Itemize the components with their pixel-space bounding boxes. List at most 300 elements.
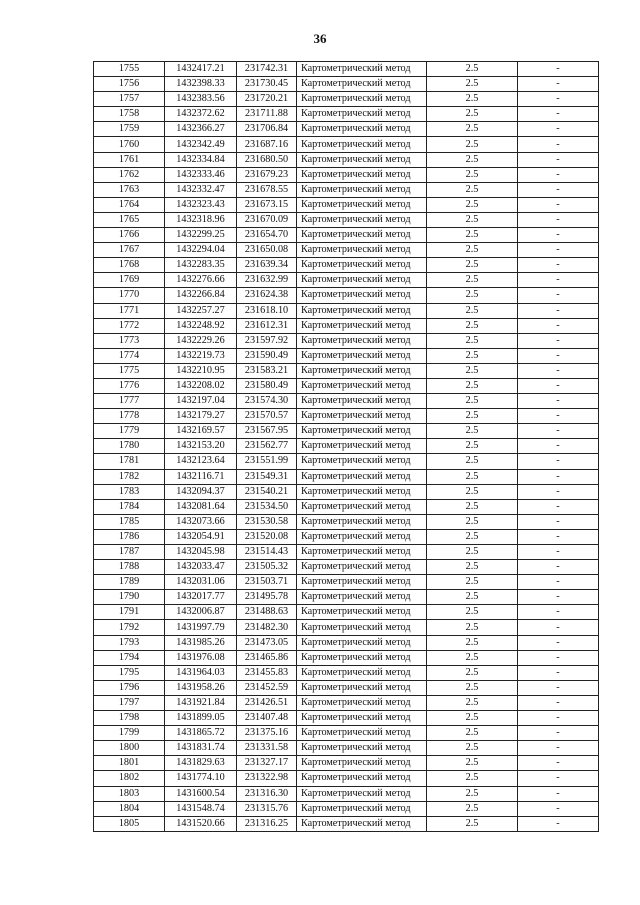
x-coordinate-cell: 1432153.20 <box>165 439 237 454</box>
y-coordinate-cell: 231327.17 <box>237 756 297 771</box>
x-coordinate-cell: 1431829.63 <box>165 756 237 771</box>
y-coordinate-cell: 231375.16 <box>237 726 297 741</box>
description-cell: - <box>518 771 599 786</box>
point-number-cell: 1805 <box>94 816 165 831</box>
table-row <box>94 499 599 514</box>
x-coordinate-cell: 1431774.10 <box>165 771 237 786</box>
x-coordinate-cell: 1431600.54 <box>165 786 237 801</box>
accuracy-cell: 2.5 <box>427 424 518 439</box>
method-cell: Картометрический метод <box>297 258 427 273</box>
method-cell: Картометрический метод <box>297 529 427 544</box>
y-coordinate-cell: 231530.58 <box>237 514 297 529</box>
accuracy-cell: 2.5 <box>427 378 518 393</box>
table-row <box>94 680 599 695</box>
y-coordinate-cell: 231322.98 <box>237 771 297 786</box>
description-cell: - <box>518 650 599 665</box>
x-coordinate-cell: 1431976.08 <box>165 650 237 665</box>
y-coordinate-cell: 231331.58 <box>237 741 297 756</box>
accuracy-cell: 2.5 <box>427 303 518 318</box>
y-coordinate-cell: 231452.59 <box>237 680 297 695</box>
description-cell: - <box>518 499 599 514</box>
method-cell: Картометрический метод <box>297 711 427 726</box>
y-coordinate-cell: 231583.21 <box>237 363 297 378</box>
table-row <box>94 424 599 439</box>
accuracy-cell: 2.5 <box>427 786 518 801</box>
accuracy-cell: 2.5 <box>427 801 518 816</box>
accuracy-cell: 2.5 <box>427 333 518 348</box>
method-cell: Картометрический метод <box>297 167 427 182</box>
table-row <box>94 545 599 560</box>
description-cell: - <box>518 107 599 122</box>
y-coordinate-cell: 231505.32 <box>237 560 297 575</box>
x-coordinate-cell: 1432334.84 <box>165 152 237 167</box>
accuracy-cell: 2.5 <box>427 484 518 499</box>
description-cell: - <box>518 590 599 605</box>
x-coordinate-cell: 1432266.84 <box>165 288 237 303</box>
x-coordinate-cell: 1431997.79 <box>165 620 237 635</box>
method-cell: Картометрический метод <box>297 680 427 695</box>
method-cell: Картометрический метод <box>297 394 427 409</box>
description-cell: - <box>518 816 599 831</box>
y-coordinate-cell: 231730.45 <box>237 77 297 92</box>
point-number-cell: 1793 <box>94 635 165 650</box>
method-cell: Картометрический метод <box>297 545 427 560</box>
accuracy-cell: 2.5 <box>427 560 518 575</box>
table-row <box>94 560 599 575</box>
point-number-cell: 1791 <box>94 605 165 620</box>
accuracy-cell: 2.5 <box>427 182 518 197</box>
method-cell: Картометрический метод <box>297 469 427 484</box>
accuracy-cell: 2.5 <box>427 499 518 514</box>
table-row <box>94 590 599 605</box>
y-coordinate-cell: 231670.09 <box>237 212 297 227</box>
table-row <box>94 92 599 107</box>
table-row <box>94 409 599 424</box>
table-row <box>94 62 599 77</box>
point-number-cell: 1772 <box>94 318 165 333</box>
x-coordinate-cell: 1432031.06 <box>165 575 237 590</box>
accuracy-cell: 2.5 <box>427 273 518 288</box>
table-row <box>94 303 599 318</box>
accuracy-cell: 2.5 <box>427 152 518 167</box>
y-coordinate-cell: 231650.08 <box>237 243 297 258</box>
x-coordinate-cell: 1432383.56 <box>165 92 237 107</box>
x-coordinate-cell: 1432073.66 <box>165 514 237 529</box>
point-number-cell: 1779 <box>94 424 165 439</box>
table-row <box>94 529 599 544</box>
x-coordinate-cell: 1432372.62 <box>165 107 237 122</box>
description-cell: - <box>518 62 599 77</box>
table-row <box>94 137 599 152</box>
point-number-cell: 1796 <box>94 680 165 695</box>
description-cell: - <box>518 545 599 560</box>
y-coordinate-cell: 231315.76 <box>237 801 297 816</box>
description-cell: - <box>518 439 599 454</box>
x-coordinate-cell: 1431831.74 <box>165 741 237 756</box>
description-cell: - <box>518 741 599 756</box>
point-number-cell: 1761 <box>94 152 165 167</box>
accuracy-cell: 2.5 <box>427 575 518 590</box>
x-coordinate-cell: 1432229.26 <box>165 333 237 348</box>
y-coordinate-cell: 231680.50 <box>237 152 297 167</box>
point-number-cell: 1767 <box>94 243 165 258</box>
y-coordinate-cell: 231551.99 <box>237 454 297 469</box>
point-number-cell: 1762 <box>94 167 165 182</box>
x-coordinate-cell: 1431958.26 <box>165 680 237 695</box>
description-cell: - <box>518 182 599 197</box>
point-number-cell: 1765 <box>94 212 165 227</box>
description-cell: - <box>518 137 599 152</box>
description-cell: - <box>518 258 599 273</box>
table-row <box>94 182 599 197</box>
y-coordinate-cell: 231570.57 <box>237 409 297 424</box>
description-cell: - <box>518 454 599 469</box>
point-number-cell: 1768 <box>94 258 165 273</box>
y-coordinate-cell: 231720.21 <box>237 92 297 107</box>
y-coordinate-cell: 231742.31 <box>237 62 297 77</box>
table-row <box>94 484 599 499</box>
x-coordinate-cell: 1432219.73 <box>165 348 237 363</box>
method-cell: Картометрический метод <box>297 726 427 741</box>
y-coordinate-cell: 231612.31 <box>237 318 297 333</box>
x-coordinate-cell: 1432294.04 <box>165 243 237 258</box>
x-coordinate-cell: 1431548.74 <box>165 801 237 816</box>
table-row <box>94 212 599 227</box>
method-cell: Картометрический метод <box>297 228 427 243</box>
accuracy-cell: 2.5 <box>427 318 518 333</box>
method-cell: Картометрический метод <box>297 363 427 378</box>
accuracy-cell: 2.5 <box>427 167 518 182</box>
y-coordinate-cell: 231316.30 <box>237 786 297 801</box>
description-cell: - <box>518 620 599 635</box>
accuracy-cell: 2.5 <box>427 680 518 695</box>
table-row <box>94 107 599 122</box>
table-row <box>94 801 599 816</box>
accuracy-cell: 2.5 <box>427 635 518 650</box>
y-coordinate-cell: 231639.34 <box>237 258 297 273</box>
table-row <box>94 771 599 786</box>
table-row <box>94 665 599 680</box>
x-coordinate-cell: 1432299.25 <box>165 228 237 243</box>
x-coordinate-cell: 1432033.47 <box>165 560 237 575</box>
method-cell: Картометрический метод <box>297 454 427 469</box>
y-coordinate-cell: 231488.63 <box>237 605 297 620</box>
method-cell: Картометрический метод <box>297 243 427 258</box>
table-row <box>94 77 599 92</box>
point-number-cell: 1755 <box>94 62 165 77</box>
y-coordinate-cell: 231455.83 <box>237 665 297 680</box>
accuracy-cell: 2.5 <box>427 741 518 756</box>
point-number-cell: 1799 <box>94 726 165 741</box>
table-row <box>94 454 599 469</box>
description-cell: - <box>518 348 599 363</box>
method-cell: Картометрический метод <box>297 77 427 92</box>
y-coordinate-cell: 231711.88 <box>237 107 297 122</box>
accuracy-cell: 2.5 <box>427 409 518 424</box>
description-cell: - <box>518 212 599 227</box>
description-cell: - <box>518 680 599 695</box>
accuracy-cell: 2.5 <box>427 258 518 273</box>
method-cell: Картометрический метод <box>297 756 427 771</box>
method-cell: Картометрический метод <box>297 318 427 333</box>
method-cell: Картометрический метод <box>297 122 427 137</box>
accuracy-cell: 2.5 <box>427 137 518 152</box>
table-row <box>94 711 599 726</box>
accuracy-cell: 2.5 <box>427 650 518 665</box>
accuracy-cell: 2.5 <box>427 756 518 771</box>
method-cell: Картометрический метод <box>297 695 427 710</box>
method-cell: Картометрический метод <box>297 197 427 212</box>
coordinates-table <box>93 61 599 832</box>
accuracy-cell: 2.5 <box>427 107 518 122</box>
method-cell: Картометрический метод <box>297 378 427 393</box>
point-number-cell: 1774 <box>94 348 165 363</box>
x-coordinate-cell: 1432197.04 <box>165 394 237 409</box>
method-cell: Картометрический метод <box>297 635 427 650</box>
point-number-cell: 1782 <box>94 469 165 484</box>
description-cell: - <box>518 665 599 680</box>
accuracy-cell: 2.5 <box>427 545 518 560</box>
x-coordinate-cell: 1432017.77 <box>165 590 237 605</box>
method-cell: Картометрический метод <box>297 92 427 107</box>
point-number-cell: 1783 <box>94 484 165 499</box>
accuracy-cell: 2.5 <box>427 197 518 212</box>
table-row <box>94 620 599 635</box>
point-number-cell: 1795 <box>94 665 165 680</box>
x-coordinate-cell: 1431520.66 <box>165 816 237 831</box>
x-coordinate-cell: 1432366.27 <box>165 122 237 137</box>
accuracy-cell: 2.5 <box>427 439 518 454</box>
x-coordinate-cell: 1432045.98 <box>165 545 237 560</box>
x-coordinate-cell: 1432210.95 <box>165 363 237 378</box>
accuracy-cell: 2.5 <box>427 243 518 258</box>
table-row <box>94 439 599 454</box>
description-cell: - <box>518 786 599 801</box>
method-cell: Картометрический метод <box>297 741 427 756</box>
table-row <box>94 469 599 484</box>
accuracy-cell: 2.5 <box>427 363 518 378</box>
method-cell: Картометрический метод <box>297 303 427 318</box>
point-number-cell: 1758 <box>94 107 165 122</box>
y-coordinate-cell: 231520.08 <box>237 529 297 544</box>
accuracy-cell: 2.5 <box>427 816 518 831</box>
method-cell: Картометрический метод <box>297 288 427 303</box>
x-coordinate-cell: 1432208.02 <box>165 378 237 393</box>
x-coordinate-cell: 1432054.91 <box>165 529 237 544</box>
method-cell: Картометрический метод <box>297 499 427 514</box>
table-row <box>94 197 599 212</box>
method-cell: Картометрический метод <box>297 665 427 680</box>
y-coordinate-cell: 231407.48 <box>237 711 297 726</box>
point-number-cell: 1760 <box>94 137 165 152</box>
table-row <box>94 741 599 756</box>
y-coordinate-cell: 231562.77 <box>237 439 297 454</box>
x-coordinate-cell: 1432006.87 <box>165 605 237 620</box>
y-coordinate-cell: 231618.10 <box>237 303 297 318</box>
table-row <box>94 318 599 333</box>
point-number-cell: 1797 <box>94 695 165 710</box>
point-number-cell: 1787 <box>94 545 165 560</box>
x-coordinate-cell: 1432332.47 <box>165 182 237 197</box>
accuracy-cell: 2.5 <box>427 620 518 635</box>
y-coordinate-cell: 231549.31 <box>237 469 297 484</box>
y-coordinate-cell: 231678.55 <box>237 182 297 197</box>
y-coordinate-cell: 231503.71 <box>237 575 297 590</box>
x-coordinate-cell: 1431921.84 <box>165 695 237 710</box>
table-row <box>94 363 599 378</box>
method-cell: Картометрический метод <box>297 439 427 454</box>
y-coordinate-cell: 231632.99 <box>237 273 297 288</box>
x-coordinate-cell: 1431865.72 <box>165 726 237 741</box>
table-row <box>94 786 599 801</box>
table-row <box>94 378 599 393</box>
y-coordinate-cell: 231540.21 <box>237 484 297 499</box>
point-number-cell: 1776 <box>94 378 165 393</box>
table-row <box>94 228 599 243</box>
x-coordinate-cell: 1432342.49 <box>165 137 237 152</box>
description-cell: - <box>518 605 599 620</box>
accuracy-cell: 2.5 <box>427 228 518 243</box>
accuracy-cell: 2.5 <box>427 454 518 469</box>
table-row <box>94 816 599 831</box>
point-number-cell: 1781 <box>94 454 165 469</box>
table-row <box>94 152 599 167</box>
point-number-cell: 1803 <box>94 786 165 801</box>
description-cell: - <box>518 529 599 544</box>
coordinates-table-body <box>94 62 599 832</box>
point-number-cell: 1784 <box>94 499 165 514</box>
accuracy-cell: 2.5 <box>427 122 518 137</box>
description-cell: - <box>518 303 599 318</box>
method-cell: Картометрический метод <box>297 182 427 197</box>
description-cell: - <box>518 756 599 771</box>
point-number-cell: 1773 <box>94 333 165 348</box>
description-cell: - <box>518 122 599 137</box>
x-coordinate-cell: 1432116.71 <box>165 469 237 484</box>
point-number-cell: 1786 <box>94 529 165 544</box>
table-row <box>94 695 599 710</box>
method-cell: Картометрический метод <box>297 348 427 363</box>
point-number-cell: 1794 <box>94 650 165 665</box>
page-number: 36 <box>313 31 327 46</box>
description-cell: - <box>518 695 599 710</box>
point-number-cell: 1778 <box>94 409 165 424</box>
table-row <box>94 635 599 650</box>
method-cell: Картометрический метод <box>297 424 427 439</box>
point-number-cell: 1771 <box>94 303 165 318</box>
y-coordinate-cell: 231514.43 <box>237 545 297 560</box>
description-cell: - <box>518 152 599 167</box>
x-coordinate-cell: 1432398.33 <box>165 77 237 92</box>
table-row <box>94 273 599 288</box>
y-coordinate-cell: 231673.15 <box>237 197 297 212</box>
method-cell: Картометрический метод <box>297 62 427 77</box>
point-number-cell: 1763 <box>94 182 165 197</box>
description-cell: - <box>518 92 599 107</box>
method-cell: Картометрический метод <box>297 801 427 816</box>
point-number-cell: 1798 <box>94 711 165 726</box>
description-cell: - <box>518 333 599 348</box>
y-coordinate-cell: 231624.38 <box>237 288 297 303</box>
x-coordinate-cell: 1432323.43 <box>165 197 237 212</box>
accuracy-cell: 2.5 <box>427 695 518 710</box>
x-coordinate-cell: 1432318.96 <box>165 212 237 227</box>
method-cell: Картометрический метод <box>297 786 427 801</box>
y-coordinate-cell: 231567.95 <box>237 424 297 439</box>
point-number-cell: 1792 <box>94 620 165 635</box>
description-cell: - <box>518 469 599 484</box>
accuracy-cell: 2.5 <box>427 605 518 620</box>
point-number-cell: 1804 <box>94 801 165 816</box>
method-cell: Картометрический метод <box>297 590 427 605</box>
x-coordinate-cell: 1432257.27 <box>165 303 237 318</box>
method-cell: Картометрический метод <box>297 107 427 122</box>
description-cell: - <box>518 378 599 393</box>
method-cell: Картометрический метод <box>297 152 427 167</box>
point-number-cell: 1788 <box>94 560 165 575</box>
method-cell: Картометрический метод <box>297 771 427 786</box>
point-number-cell: 1769 <box>94 273 165 288</box>
x-coordinate-cell: 1432123.64 <box>165 454 237 469</box>
point-number-cell: 1766 <box>94 228 165 243</box>
accuracy-cell: 2.5 <box>427 348 518 363</box>
accuracy-cell: 2.5 <box>427 212 518 227</box>
point-number-cell: 1785 <box>94 514 165 529</box>
accuracy-cell: 2.5 <box>427 665 518 680</box>
x-coordinate-cell: 1432169.57 <box>165 424 237 439</box>
x-coordinate-cell: 1432248.92 <box>165 318 237 333</box>
y-coordinate-cell: 231473.05 <box>237 635 297 650</box>
method-cell: Картометрический метод <box>297 409 427 424</box>
method-cell: Картометрический метод <box>297 816 427 831</box>
description-cell: - <box>518 575 599 590</box>
y-coordinate-cell: 231597.92 <box>237 333 297 348</box>
method-cell: Картометрический метод <box>297 273 427 288</box>
y-coordinate-cell: 231706.84 <box>237 122 297 137</box>
accuracy-cell: 2.5 <box>427 62 518 77</box>
x-coordinate-cell: 1432283.35 <box>165 258 237 273</box>
x-coordinate-cell: 1432179.27 <box>165 409 237 424</box>
method-cell: Картометрический метод <box>297 333 427 348</box>
y-coordinate-cell: 231580.49 <box>237 378 297 393</box>
description-cell: - <box>518 711 599 726</box>
point-number-cell: 1780 <box>94 439 165 454</box>
point-number-cell: 1777 <box>94 394 165 409</box>
method-cell: Картометрический метод <box>297 650 427 665</box>
description-cell: - <box>518 288 599 303</box>
table-row <box>94 258 599 273</box>
point-number-cell: 1770 <box>94 288 165 303</box>
accuracy-cell: 2.5 <box>427 529 518 544</box>
y-coordinate-cell: 231654.70 <box>237 228 297 243</box>
y-coordinate-cell: 231687.16 <box>237 137 297 152</box>
x-coordinate-cell: 1431985.26 <box>165 635 237 650</box>
table-row <box>94 394 599 409</box>
description-cell: - <box>518 514 599 529</box>
y-coordinate-cell: 231316.25 <box>237 816 297 831</box>
point-number-cell: 1790 <box>94 590 165 605</box>
accuracy-cell: 2.5 <box>427 726 518 741</box>
table-row <box>94 756 599 771</box>
y-coordinate-cell: 231679.23 <box>237 167 297 182</box>
y-coordinate-cell: 231590.49 <box>237 348 297 363</box>
accuracy-cell: 2.5 <box>427 514 518 529</box>
description-cell: - <box>518 394 599 409</box>
table-row <box>94 650 599 665</box>
description-cell: - <box>518 273 599 288</box>
table-row <box>94 167 599 182</box>
point-number-cell: 1800 <box>94 741 165 756</box>
